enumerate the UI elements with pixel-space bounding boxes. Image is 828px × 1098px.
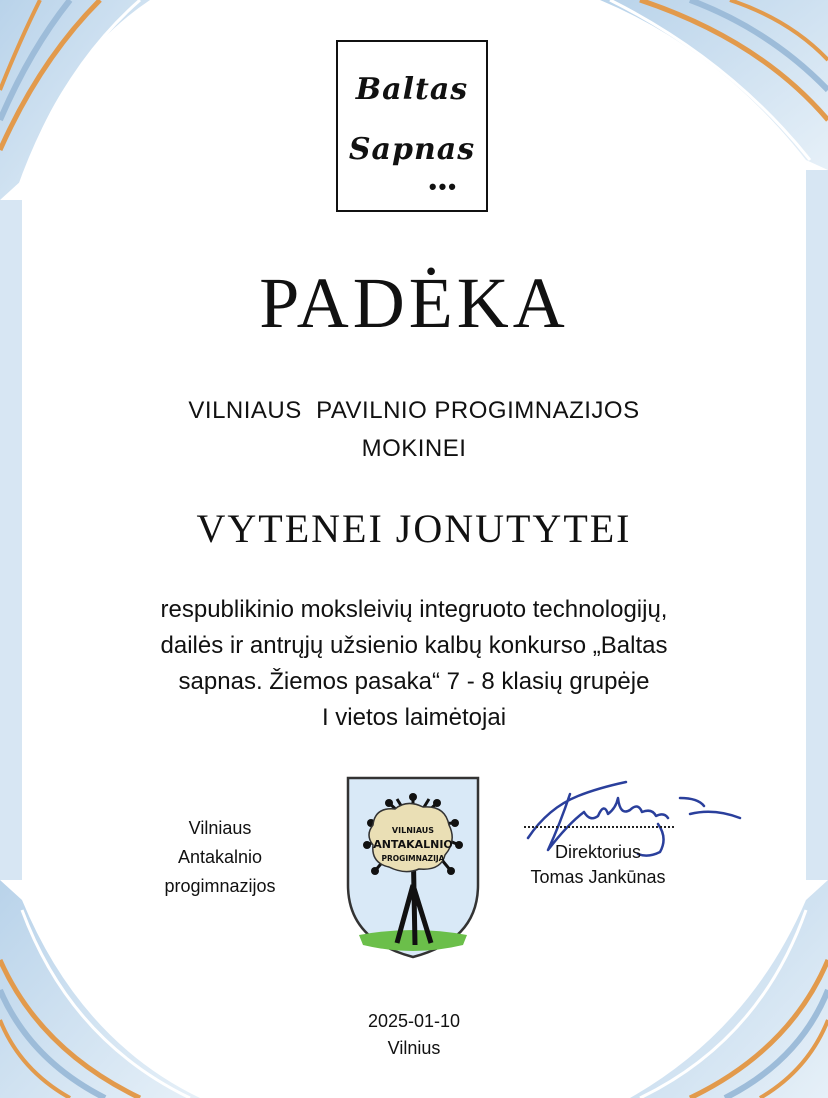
- signatory-role: Direktorius: [554, 842, 642, 862]
- description-line: I vietos laimėtojai: [321, 704, 507, 731]
- signatory: [498, 840, 698, 890]
- school-crest: [345, 775, 481, 960]
- logo-dots: •••: [428, 174, 458, 199]
- crest-text-line1: VILNIAUS: [391, 826, 435, 835]
- logo-text-line2: Sapnas: [348, 132, 476, 167]
- issuer-line: Antakalnio: [177, 847, 263, 867]
- frame-corner-bottom-right: [630, 880, 828, 1098]
- crest-text-line2: ANTAKALNIO: [373, 838, 453, 851]
- footer: [0, 1008, 828, 1062]
- award-description: [60, 592, 768, 736]
- frame-corner-top-right: [600, 0, 828, 170]
- issuer-name: [120, 814, 320, 901]
- issue-date: 2025-01-10: [367, 1011, 461, 1031]
- crest-text-line3: PROGIMNAZIJA: [381, 854, 445, 863]
- school-name-line2: MOKINEI: [361, 435, 467, 462]
- issuer-line: Vilniaus: [188, 818, 252, 838]
- issue-place: Vilnius: [387, 1038, 441, 1058]
- description-line: sapnas. Žiemos pasaka“ 7 - 8 klasių grupėje: [178, 668, 650, 695]
- frame-corner-bottom-left: [0, 880, 200, 1098]
- description-line: respublikinio moksleivių integruoto technologijų,: [160, 596, 668, 623]
- signatory-name: Tomas Jankūnas: [530, 867, 666, 887]
- issuer-line: progimnazijos: [164, 876, 276, 896]
- school-name: [100, 392, 728, 468]
- school-name-line1: VILNIAUS PAVILNIO PROGIMNAZIJOS: [188, 397, 640, 424]
- certificate-title: PADĖKA: [259, 263, 569, 343]
- logo-text-line1: Baltas: [355, 72, 469, 107]
- description-line: dailės ir antrųjų užsienio kalbų konkurso „Baltas: [160, 632, 668, 659]
- recipient-name: VYTENEI JONUTYTEI: [196, 506, 632, 551]
- signature-line: [524, 826, 674, 828]
- frame-corner-top-left: [0, 0, 150, 200]
- contest-logo: [336, 40, 488, 212]
